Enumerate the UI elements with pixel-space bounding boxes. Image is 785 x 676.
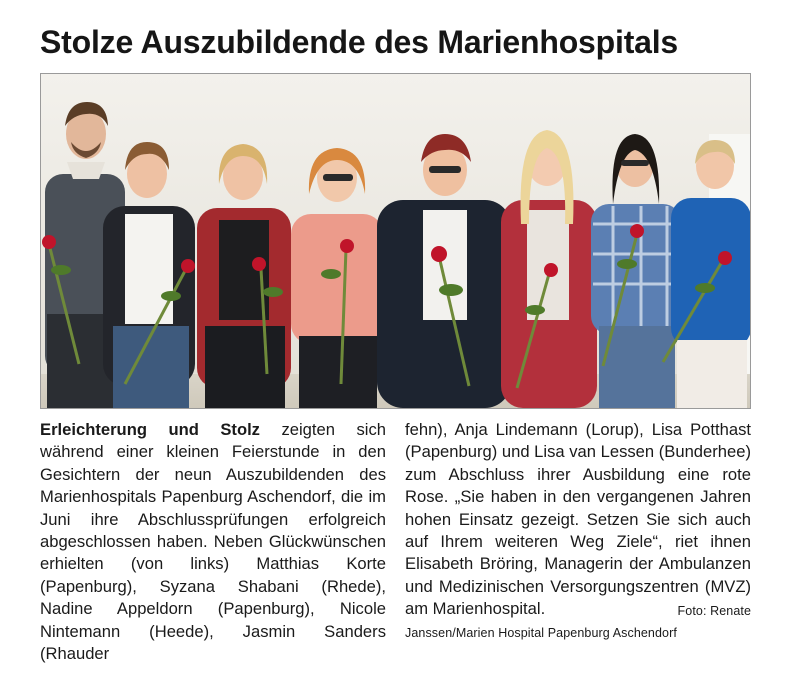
body-text-left: zeigten sich während einer kleinen Feierstunde in den Gesichtern der neun Auszubildenden des Marienhospitals Papenburg Aschendorf, die im Juni ihre Abschlussprüfungen erfolgreich abgeschlossen haben. Neben Glückwünschen erhielten (von links) Matthias Korte (Papenburg), Syzana Shabani (Rhede), Nadine Appeldorn (Papenburg), Nicole Nintemann (Heede), Jasmin Sanders (Rhauder bbox=[40, 420, 386, 664]
article-body bbox=[40, 419, 751, 664]
column-right bbox=[405, 419, 751, 644]
body-text-right: fehn), Anja Lindemann (Lorup), Lisa Potthast (Papenburg) und Lisa van Lessen (Bunderhee) zum Abschluss ihrer Ausbildung eine rote Rose. „Sie haben in den vergangenen Jahren hohen Einsatz gezeigt. Setzen Sie sich auch auf Ihrem weiteren Weg Ziele“, riet ihnen Elisabeth Bröring, Managerin der Ambulanzen und Medizinischen Versorgungszentren (MVZ) am Marienhospital. bbox=[405, 420, 751, 619]
column-left bbox=[40, 419, 386, 665]
photo-credit-label: Foto: Renate bbox=[677, 604, 751, 619]
photo-credit-source: Janssen/Marien Hospital Papenburg Aschendorf bbox=[405, 625, 677, 640]
group-photo bbox=[40, 73, 751, 409]
headline: Stolze Auszubildende des Marienhospitals bbox=[40, 24, 679, 60]
lead-phrase: Erleichterung und Stolz bbox=[40, 420, 260, 439]
